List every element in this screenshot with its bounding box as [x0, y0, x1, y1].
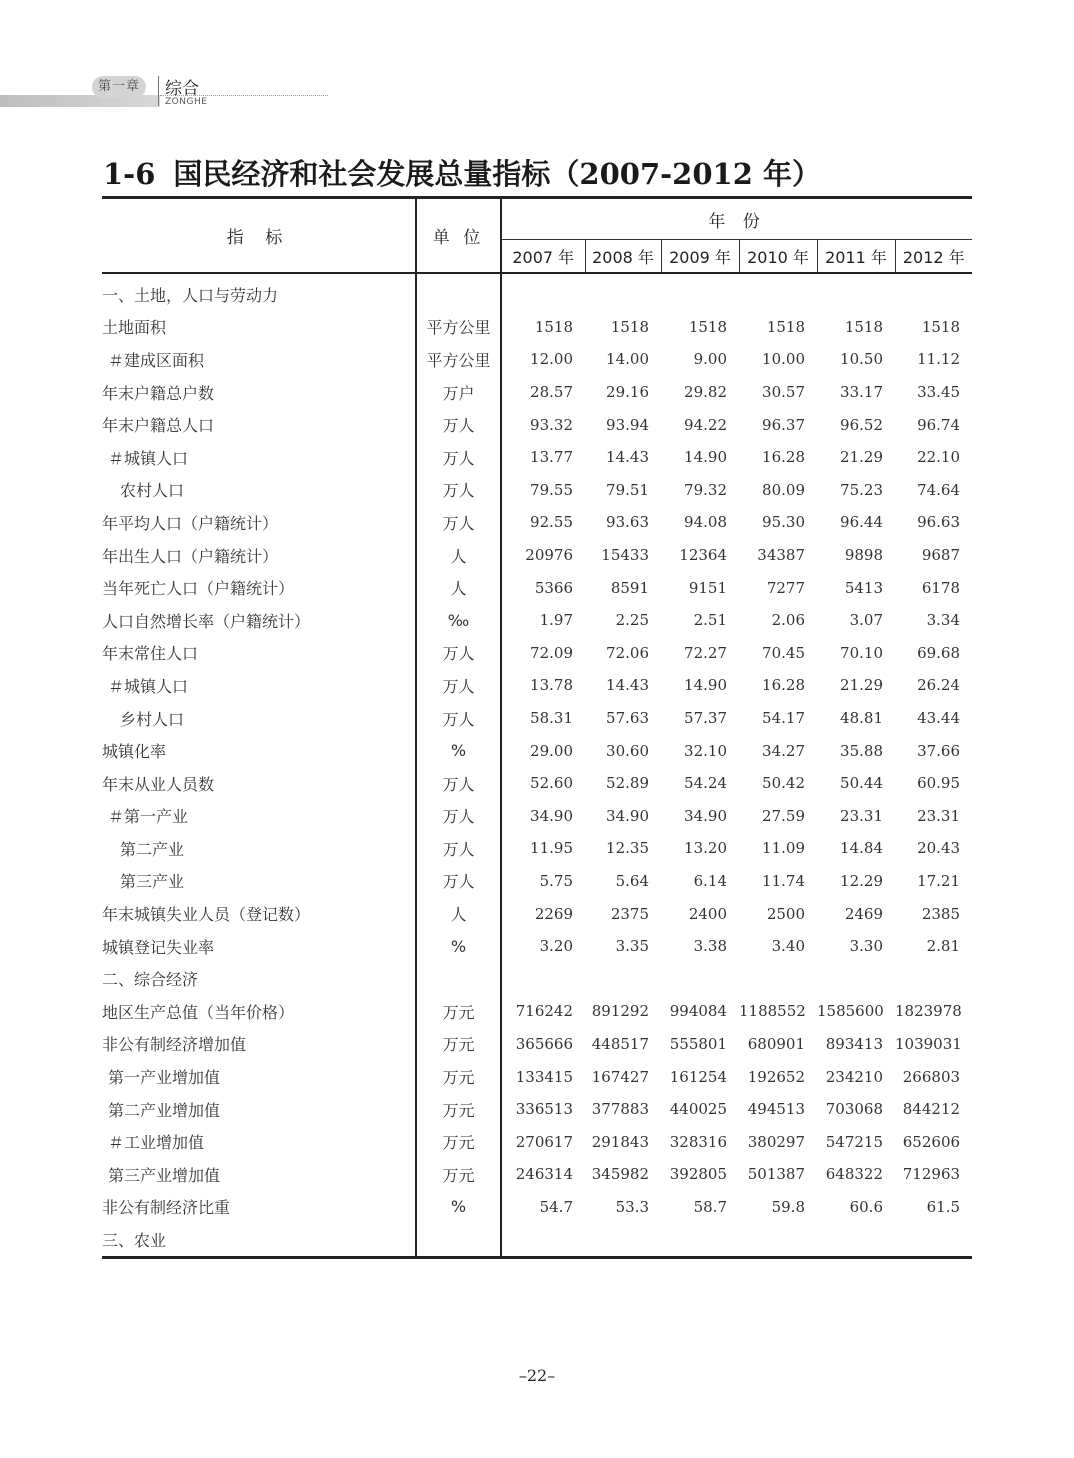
table-row [102, 506, 972, 539]
table-row [102, 734, 972, 767]
table-cell: 80.09 [762, 480, 805, 499]
table-row [102, 343, 972, 376]
table-cell: 50.44 [840, 774, 883, 793]
table-cell: 34.90 [684, 806, 727, 825]
table-cell [817, 273, 895, 311]
table-cell: 12.35 [606, 839, 649, 858]
table-row [102, 273, 972, 311]
table-cell: 16.28 [762, 676, 805, 695]
table-cell: 96.44 [840, 513, 883, 532]
table-cell: 15433 [601, 546, 649, 565]
indicator-name: 城镇化率 [102, 734, 416, 767]
table-cell: 22.10 [917, 448, 961, 467]
table-cell: 50.42 [762, 774, 805, 793]
table-cell: 21.29 [840, 448, 883, 467]
table-cell: 59.8 [771, 1197, 805, 1216]
table-cell: 3.07 [849, 611, 883, 630]
indicator-name: 年末常住人口 [102, 637, 416, 670]
table-cell: 58.7 [693, 1197, 727, 1216]
table-cell: 30.57 [762, 383, 805, 402]
table-cell: 11.95 [530, 839, 573, 858]
table-cell: 58.31 [530, 709, 573, 728]
table-cell: 712963 [902, 1165, 961, 1184]
table-row [102, 865, 972, 898]
table-cell: 994084 [669, 1002, 727, 1021]
table-cell: 1518 [534, 317, 573, 336]
table-cell [501, 273, 585, 311]
table-cell: 60.95 [917, 774, 961, 793]
table-cell: 35.88 [840, 741, 883, 760]
table-cell [661, 273, 739, 311]
table-row [102, 571, 972, 604]
table-cell: 703068 [825, 1100, 883, 1119]
table-row [102, 995, 972, 1028]
table-row [102, 1093, 972, 1126]
table-cell [895, 273, 972, 311]
table-cell: 555801 [669, 1034, 727, 1053]
table-cell: 494513 [747, 1100, 805, 1119]
table-cell: 336513 [515, 1100, 573, 1119]
table-cell: 345982 [591, 1165, 649, 1184]
table-cell: 30.60 [606, 741, 649, 760]
indicator-name: 年末户籍总人口 [102, 408, 416, 441]
table-cell: 74.64 [917, 480, 961, 499]
table-cell: 167427 [591, 1067, 649, 1086]
header-year: 2009 年 [661, 240, 739, 274]
table-cell: 14.43 [606, 676, 649, 695]
table-cell: 96.37 [762, 415, 805, 434]
table-cell: 7277 [766, 578, 805, 597]
table-row [102, 474, 972, 507]
table-cell: 13.78 [530, 676, 573, 695]
table-cell: 33.45 [917, 383, 961, 402]
table-cell: 11.12 [917, 350, 961, 369]
indicator-name: ＃工业增加值 [102, 1125, 416, 1158]
table-cell: 94.22 [684, 415, 727, 434]
indicator-name: ＃建成区面积 [102, 343, 416, 376]
header-year: 2011 年 [817, 240, 895, 274]
indicator-name: 人口自然增长率（户籍统计） [102, 604, 416, 637]
table-cell: 3.40 [771, 937, 805, 956]
table-row [102, 800, 972, 833]
indicator-table-container [102, 196, 972, 1259]
table-cell [585, 273, 661, 311]
table-cell: 291843 [591, 1132, 649, 1151]
table-cell: 716242 [515, 1002, 573, 1021]
table-cell: 43.44 [917, 709, 961, 728]
indicator-unit: 万元 [416, 1093, 501, 1126]
indicator-unit: 平方公里 [416, 343, 501, 376]
table-cell: 328316 [669, 1132, 727, 1151]
table-cell: 9.00 [693, 350, 727, 369]
table-cell: 5413 [844, 578, 883, 597]
table-cell: 2.51 [693, 611, 727, 630]
header-unit: 单 位 [416, 198, 501, 274]
table-cell [739, 273, 817, 311]
table-row [102, 311, 972, 344]
table-cell: 2375 [610, 904, 649, 923]
indicator-name: 当年死亡人口（户籍统计） [102, 571, 416, 604]
table-row [102, 604, 972, 637]
table-cell: 2.81 [926, 937, 961, 956]
table-cell: 79.55 [530, 480, 573, 499]
indicator-unit: 万人 [416, 702, 501, 735]
indicator-name: ＃第一产业 [102, 800, 416, 833]
table-cell: 440025 [669, 1100, 727, 1119]
table-cell [501, 1223, 585, 1257]
table-cell: 891292 [591, 1002, 649, 1021]
table-cell: 11.74 [762, 871, 805, 890]
table-cell: 57.63 [606, 709, 649, 728]
table-cell: 652606 [902, 1132, 961, 1151]
table-cell: 13.20 [684, 839, 727, 858]
table-row [102, 1125, 972, 1158]
chapter-badge: 第一章 [92, 76, 146, 98]
table-cell: 2269 [534, 904, 573, 923]
table-cell: 3.38 [693, 937, 727, 956]
table-cell: 1585600 [817, 1002, 884, 1021]
table-cell: 16.28 [762, 448, 805, 467]
table-cell: 93.63 [606, 513, 649, 532]
table-cell: 34387 [757, 546, 805, 565]
table-header [102, 198, 972, 274]
table-cell: 648322 [825, 1165, 883, 1184]
table-cell: 501387 [747, 1165, 805, 1184]
indicator-name: 年末户籍总户数 [102, 376, 416, 409]
table-cell: 392805 [669, 1165, 727, 1184]
table-cell: 60.6 [849, 1197, 883, 1216]
table-cell: 14.90 [684, 676, 727, 695]
table-cell: 1518 [688, 317, 727, 336]
indicator-unit: 万元 [416, 1158, 501, 1191]
indicator-name: 年出生人口（户籍统计） [102, 539, 416, 572]
table-cell [817, 1223, 895, 1257]
indicator-unit: 万元 [416, 995, 501, 1028]
header-year: 2008 年 [585, 240, 661, 274]
table-cell [739, 962, 817, 995]
indicator-unit: 万人 [416, 408, 501, 441]
table-cell: 6178 [921, 578, 961, 597]
table-cell: 96.74 [917, 415, 961, 434]
table-cell: 95.30 [762, 513, 805, 532]
table-cell: 1039031 [895, 1034, 962, 1053]
indicator-unit [416, 962, 501, 995]
table-cell: 2400 [688, 904, 727, 923]
table-cell: 1823978 [895, 1002, 962, 1021]
indicator-name: 非公有制经济增加值 [102, 1028, 416, 1061]
table-cell: 5.64 [615, 871, 649, 890]
indicator-unit: 万人 [416, 767, 501, 800]
table-cell: 79.51 [606, 480, 649, 499]
table-cell: 380297 [747, 1132, 805, 1151]
chapter-title: 综合 [165, 79, 199, 99]
indicator-unit: 万元 [416, 1060, 501, 1093]
table-row [102, 408, 972, 441]
header-year: 2012 年 [895, 240, 972, 274]
table-cell: 133415 [515, 1067, 573, 1086]
table-cell: 29.82 [684, 383, 727, 402]
table-cell: 192652 [747, 1067, 805, 1086]
table-cell: 12.29 [840, 871, 883, 890]
table-cell: 680901 [747, 1034, 805, 1053]
table-cell: 93.94 [606, 415, 649, 434]
table-body [102, 273, 972, 1257]
table-cell: 72.27 [684, 643, 727, 662]
table-cell: 61.5 [926, 1197, 961, 1216]
table-row [102, 637, 972, 670]
table-row [102, 930, 972, 963]
table-cell: 48.81 [840, 709, 883, 728]
table-cell: 23.31 [917, 806, 961, 825]
table-cell: 52.60 [530, 774, 573, 793]
table-cell [895, 962, 972, 995]
page-number: –22– [518, 1366, 556, 1385]
table-cell [661, 962, 739, 995]
table-cell: 3.30 [849, 937, 883, 956]
table-cell: 246314 [515, 1165, 573, 1184]
table-cell: 3.34 [926, 611, 961, 630]
header-year: 2007 年 [501, 240, 585, 274]
table-row [102, 539, 972, 572]
indicator-unit [416, 1223, 501, 1257]
table-cell: 6.14 [693, 871, 727, 890]
indicator-unit: 万人 [416, 441, 501, 474]
table-cell: 10.50 [840, 350, 883, 369]
indicator-unit: 万人 [416, 800, 501, 833]
indicator-unit: 人 [416, 897, 501, 930]
indicator-unit: 平方公里 [416, 311, 501, 344]
table-cell: 14.00 [606, 350, 649, 369]
indicator-unit: 人 [416, 571, 501, 604]
table-title-text: 国民经济和社会发展总量指标（2007-2012 年） [173, 157, 821, 191]
indicator-name: 城镇登记失业率 [102, 930, 416, 963]
table-cell: 34.90 [606, 806, 649, 825]
indicator-name: 第二产业增加值 [102, 1093, 416, 1126]
table-row [102, 1223, 972, 1257]
header-year: 2010 年 [739, 240, 817, 274]
table-cell: 13.77 [530, 448, 573, 467]
table-row [102, 702, 972, 735]
indicator-unit: % [416, 734, 501, 767]
table-row [102, 1028, 972, 1061]
table-cell: 844212 [902, 1100, 961, 1119]
indicator-name: 二、综合经济 [102, 962, 416, 995]
indicator-name: 一、土地，人口与劳动力 [102, 273, 416, 311]
table-cell: 93.32 [530, 415, 573, 434]
indicator-unit: % [416, 930, 501, 963]
indicator-unit: 人 [416, 539, 501, 572]
header-indicator: 指 标 [102, 198, 416, 274]
table-cell: 20.43 [917, 839, 961, 858]
table-cell: 547215 [825, 1132, 883, 1151]
table-cell: 79.32 [684, 480, 727, 499]
table-cell: 96.52 [840, 415, 883, 434]
table-cell: 29.16 [606, 383, 649, 402]
table-row [102, 767, 972, 800]
table-cell: 23.31 [840, 806, 883, 825]
indicator-unit: 万元 [416, 1125, 501, 1158]
indicator-unit: 万人 [416, 637, 501, 670]
table-cell: 1518 [921, 317, 961, 336]
indicator-name: 地区生产总值（当年价格） [102, 995, 416, 1028]
indicator-unit: ‰ [416, 604, 501, 637]
table-cell: 53.3 [615, 1197, 649, 1216]
indicator-unit: 万人 [416, 474, 501, 507]
table-cell: 32.10 [684, 741, 727, 760]
table-cell: 1518 [610, 317, 649, 336]
header-year-group: 年 份 [501, 198, 972, 240]
table-cell: 1188552 [739, 1002, 806, 1021]
indicator-unit: 万人 [416, 669, 501, 702]
indicator-name: ＃城镇人口 [102, 441, 416, 474]
table-cell: 28.57 [530, 383, 573, 402]
table-cell: 2.06 [771, 611, 805, 630]
table-cell: 14.43 [606, 448, 649, 467]
table-cell: 27.59 [762, 806, 805, 825]
table-cell: 92.55 [530, 513, 573, 532]
indicator-name: ＃城镇人口 [102, 669, 416, 702]
table-cell: 17.21 [917, 871, 961, 890]
table-row [102, 376, 972, 409]
table-cell [895, 1223, 972, 1257]
table-row [102, 441, 972, 474]
table-cell [585, 1223, 661, 1257]
table-cell: 12364 [679, 546, 727, 565]
table-cell: 234210 [825, 1067, 883, 1086]
indicator-name: 第一产业增加值 [102, 1060, 416, 1093]
page-title [103, 152, 821, 193]
indicator-name: 三、农业 [102, 1223, 416, 1257]
table-row [102, 962, 972, 995]
table-cell: 9151 [688, 578, 727, 597]
table-cell: 3.35 [615, 937, 649, 956]
table-cell: 266803 [902, 1067, 961, 1086]
table-cell [585, 962, 661, 995]
table-cell: 2469 [844, 904, 883, 923]
table-cell: 1518 [766, 317, 805, 336]
table-cell: 34.27 [762, 741, 805, 760]
table-row [102, 1191, 972, 1224]
table-cell: 72.09 [530, 643, 573, 662]
table-cell: 34.90 [530, 806, 573, 825]
indicator-unit: 万元 [416, 1028, 501, 1061]
table-cell [661, 1223, 739, 1257]
indicator-name: 第三产业 [102, 865, 416, 898]
table-row [102, 1158, 972, 1191]
table-cell: 26.24 [917, 676, 961, 695]
table-number: 1-6 [103, 157, 156, 191]
table-row [102, 832, 972, 865]
indicator-table [102, 196, 972, 1259]
indicator-name: 农村人口 [102, 474, 416, 507]
table-cell: 161254 [669, 1067, 727, 1086]
table-cell: 96.63 [917, 513, 961, 532]
table-cell: 1518 [844, 317, 883, 336]
table-cell: 448517 [591, 1034, 649, 1053]
table-cell: 54.7 [539, 1197, 573, 1216]
indicator-name: 乡村人口 [102, 702, 416, 735]
table-cell [739, 1223, 817, 1257]
table-row [102, 669, 972, 702]
table-cell: 3.20 [539, 937, 573, 956]
table-cell: 11.09 [762, 839, 805, 858]
table-cell: 2385 [921, 904, 961, 923]
indicator-name: 年末从业人员数 [102, 767, 416, 800]
table-cell: 2.25 [615, 611, 649, 630]
indicator-name: 土地面积 [102, 311, 416, 344]
table-cell: 69.68 [917, 643, 961, 662]
indicator-unit: 万户 [416, 376, 501, 409]
table-cell: 10.00 [762, 350, 805, 369]
table-cell: 75.23 [840, 480, 883, 499]
table-cell: 37.66 [917, 741, 961, 760]
indicator-unit: 万人 [416, 506, 501, 539]
table-row [102, 897, 972, 930]
table-cell: 270617 [515, 1132, 573, 1151]
indicator-unit: 万人 [416, 865, 501, 898]
table-cell: 20976 [525, 546, 573, 565]
indicator-unit [416, 273, 501, 311]
table-cell: 70.10 [840, 643, 883, 662]
table-cell: 52.89 [606, 774, 649, 793]
table-row [102, 1060, 972, 1093]
table-cell: 12.00 [530, 350, 573, 369]
indicator-unit: 万人 [416, 832, 501, 865]
table-cell [501, 962, 585, 995]
table-cell: 29.00 [530, 741, 573, 760]
table-cell: 9898 [844, 546, 883, 565]
table-cell: 8591 [610, 578, 649, 597]
table-cell: 72.06 [606, 643, 649, 662]
table-cell [817, 962, 895, 995]
table-cell: 365666 [515, 1034, 573, 1053]
table-cell: 70.45 [762, 643, 805, 662]
table-cell: 54.17 [762, 709, 805, 728]
header-separator [158, 76, 159, 106]
indicator-name: 年平均人口（户籍统计） [102, 506, 416, 539]
table-cell: 33.17 [840, 383, 883, 402]
table-cell: 377883 [591, 1100, 649, 1119]
table-cell: 9687 [921, 546, 961, 565]
indicator-name: 非公有制经济比重 [102, 1191, 416, 1224]
chapter-subtitle: ZONGHE [165, 97, 208, 107]
table-cell: 5.75 [539, 871, 573, 890]
table-cell: 14.90 [684, 448, 727, 467]
indicator-name: 年末城镇失业人员（登记数） [102, 897, 416, 930]
indicator-unit: % [416, 1191, 501, 1224]
indicator-name: 第二产业 [102, 832, 416, 865]
table-cell: 14.84 [840, 839, 883, 858]
table-cell: 54.24 [684, 774, 727, 793]
indicator-name: 第三产业增加值 [102, 1158, 416, 1191]
table-cell: 2500 [766, 904, 805, 923]
table-cell: 893413 [825, 1034, 883, 1053]
table-cell: 57.37 [684, 709, 727, 728]
table-cell: 1.97 [539, 611, 573, 630]
table-cell: 21.29 [840, 676, 883, 695]
table-cell: 5366 [534, 578, 573, 597]
table-cell: 94.08 [684, 513, 727, 532]
